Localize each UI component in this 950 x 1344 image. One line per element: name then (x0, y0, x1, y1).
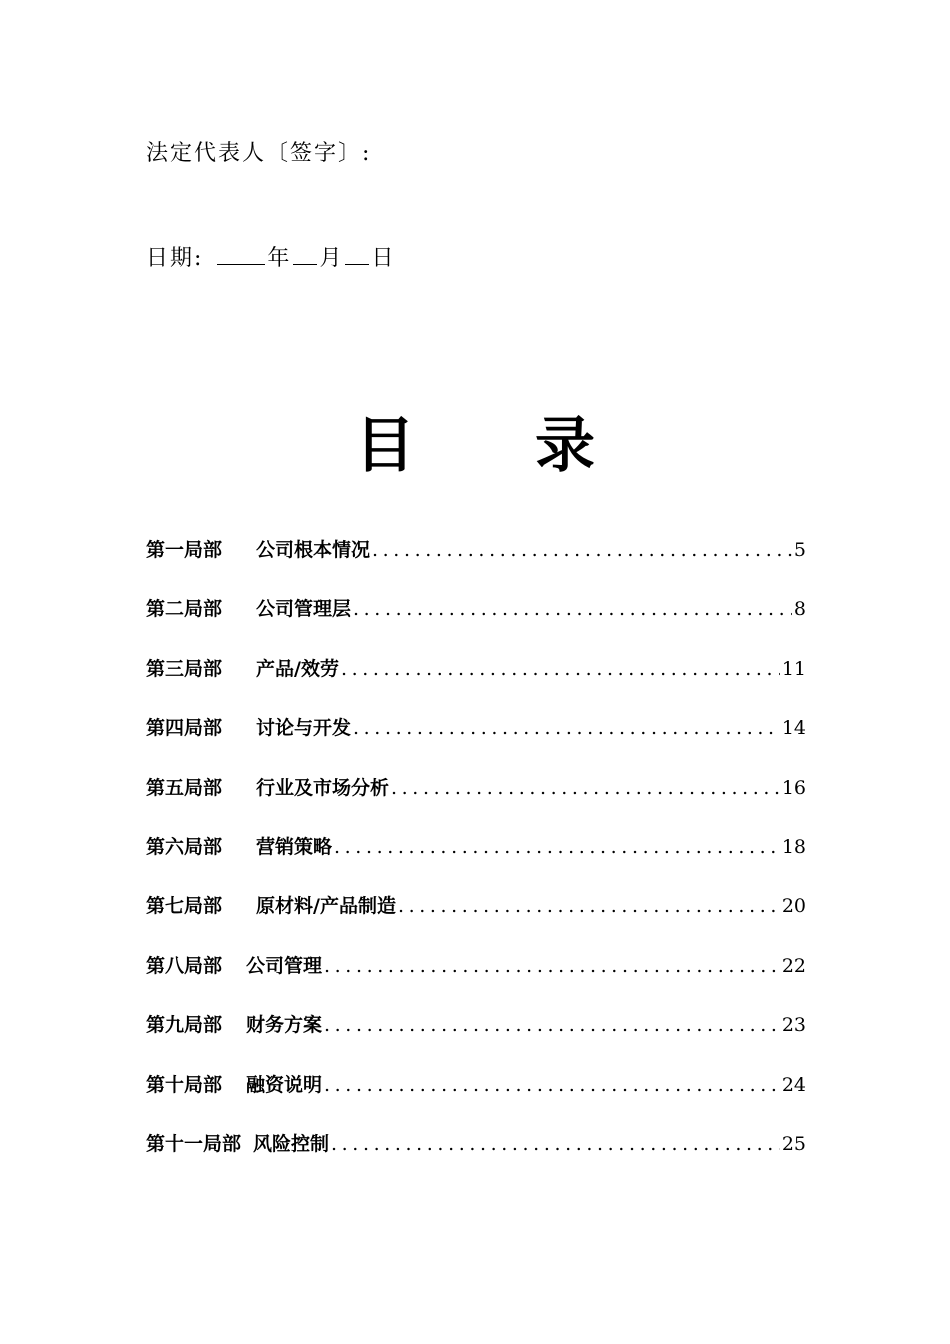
toc-entry-page: 8 (793, 598, 806, 621)
toc-entry[interactable] (146, 1010, 806, 1069)
toc-entry-page: 23 (781, 1014, 806, 1037)
toc-entry[interactable] (146, 773, 806, 832)
toc-leader-dots (331, 1133, 780, 1155)
toc-entry[interactable] (146, 951, 806, 1010)
signature-label: 法定代表人〔签字〕: (146, 141, 372, 166)
toc-entry[interactable] (146, 713, 806, 772)
toc-entry-name: 行业及市场分析 (256, 776, 390, 799)
toc-entry-part: 第七局部 (146, 895, 223, 918)
toc-entry-part: 第六局部 (146, 835, 223, 858)
toc-entry-name: 财务方案 (246, 1014, 323, 1037)
toc-entry-page: 16 (781, 776, 806, 799)
toc-entry-page: 24 (781, 1073, 806, 1096)
toc-leader-dots (372, 539, 792, 561)
year-label: 年 (267, 246, 292, 271)
toc-entry-name: 产品/效劳 (256, 657, 339, 680)
toc-entry-name: 讨论与开发 (256, 717, 352, 740)
toc-entry-page: 14 (781, 717, 806, 740)
toc-entry-part: 第五局部 (146, 776, 223, 799)
day-blank (345, 244, 369, 265)
toc-title-char: 目 (355, 411, 415, 481)
toc-entry-name: 风险控制 (253, 1132, 330, 1155)
toc-entry-part: 第十一局部 (146, 1132, 242, 1155)
toc-entry-page: 20 (781, 895, 806, 918)
toc-entry-name: 公司管理层 (256, 598, 352, 621)
toc-leader-dots (398, 895, 780, 917)
day-label: 日 (371, 246, 396, 271)
toc-entry-page: 11 (781, 657, 806, 680)
toc-leader-dots (324, 1074, 780, 1096)
toc-entry-page: 22 (781, 954, 806, 977)
toc-entry-name: 融资说明 (246, 1073, 323, 1096)
date-line (146, 241, 395, 272)
toc-leader-dots (353, 598, 792, 620)
toc-entry-name: 公司根本情况 (256, 539, 371, 561)
toc-entry-name: 公司管理 (246, 954, 323, 977)
toc-entry-part: 第四局部 (146, 717, 223, 740)
toc-title-char: 录 (535, 411, 595, 481)
toc-leader-dots (341, 658, 780, 680)
toc-leader-dots (391, 777, 780, 799)
toc-entry[interactable] (146, 654, 806, 713)
toc-entry-part: 第一局部 (146, 539, 223, 561)
toc-entry-part: 第八局部 (146, 954, 223, 977)
year-blank (217, 244, 265, 265)
toc-entry[interactable] (146, 1070, 806, 1129)
toc-entry[interactable] (146, 535, 806, 594)
toc-leader-dots (334, 836, 780, 858)
toc-leader-dots (324, 955, 780, 977)
toc-entry-name: 营销策略 (256, 835, 333, 858)
toc-entry-name: 原材料/产品制造 (256, 895, 396, 918)
toc-leader-dots (324, 1014, 780, 1036)
toc-title (0, 398, 950, 484)
month-label: 月 (319, 246, 344, 271)
month-blank (293, 244, 317, 265)
toc-entry[interactable] (146, 594, 806, 653)
toc-entry-page: 25 (781, 1132, 806, 1155)
toc-entry[interactable] (146, 1129, 806, 1188)
toc-entry-part: 第三局部 (146, 657, 223, 680)
toc-entry-page: 5 (793, 539, 806, 561)
date-label: 日期: (146, 246, 204, 271)
toc-entry-part: 第九局部 (146, 1014, 223, 1037)
toc-entry-page: 18 (781, 835, 806, 858)
table-of-contents (146, 535, 806, 1188)
toc-entry[interactable] (146, 891, 806, 950)
toc-leader-dots (353, 717, 780, 739)
toc-entry-part: 第十局部 (146, 1073, 223, 1096)
toc-entry[interactable] (146, 832, 806, 891)
toc-entry-part: 第二局部 (146, 598, 223, 621)
